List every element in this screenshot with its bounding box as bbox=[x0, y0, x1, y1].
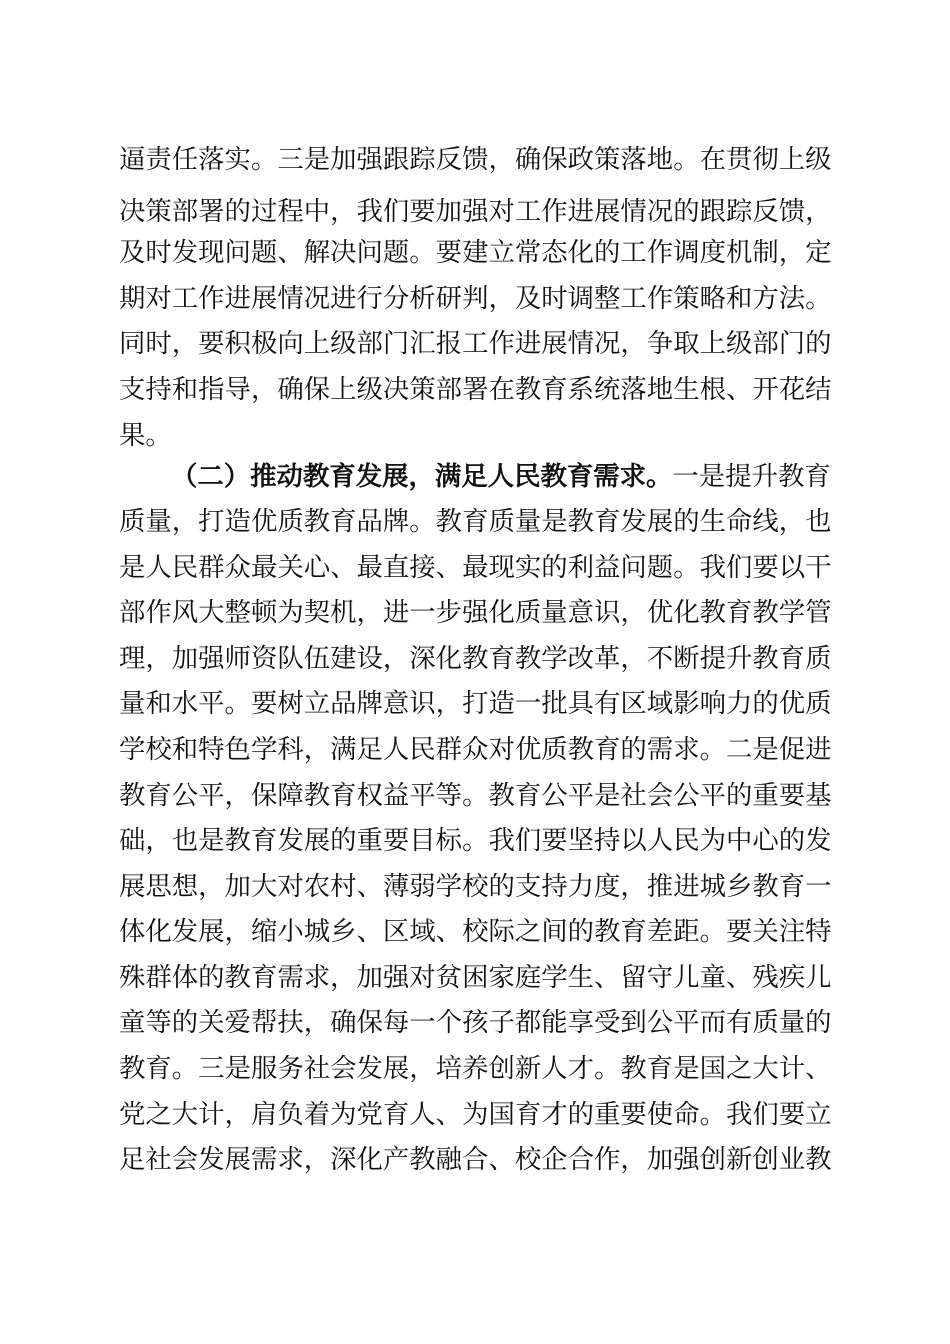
paragraph-2-line-5: 理，加强师资队伍建设，深化教育教学改革，不断提升教育质 bbox=[119, 643, 832, 674]
paragraph-2-line-1 bbox=[171, 455, 831, 499]
paragraph-1-line-6: 支持和指导，确保上级决策部署在教育系统落地生根、开花结 bbox=[119, 374, 832, 405]
paragraph-2-line-2: 质量，打造优质教育品牌。教育质量是教育发展的生命线，也 bbox=[119, 506, 832, 537]
paragraph-1-line-2: 决策部署的过程中，我们要加强对工作进展情况的跟踪反馈， bbox=[119, 196, 832, 227]
paragraph-1-line-1: 逼责任落实。三是加强跟踪反馈，确保政策落地。在贯彻上级 bbox=[119, 144, 832, 175]
paragraph-2-line-3: 是人民群众最关心、最直接、最现实的利益问题。我们要以干 bbox=[119, 552, 832, 583]
paragraph-2-line-12: 殊群体的教育需求，加强对贫困家庭学生、留守儿童、残疾儿 bbox=[119, 962, 832, 993]
paragraph-2-line-14: 教育。三是服务社会发展，培养创新人才。教育是国之大计、 bbox=[119, 1053, 832, 1084]
section-heading: （二）推动教育发展，满足人民教育需求。 bbox=[171, 461, 673, 492]
paragraph-2-line-10: 展思想，加大对农村、薄弱学校的支持力度，推进城乡教育一 bbox=[119, 871, 832, 902]
paragraph-2-line-1-rest: 一是提升教育 bbox=[672, 461, 831, 492]
paragraph-2-line-7: 学校和特色学科，满足人民群众对优质教育的需求。二是促进 bbox=[119, 734, 832, 765]
paragraph-2-line-4: 部作风大整顿为契机，进一步强化质量意识，优化教育教学管 bbox=[119, 597, 832, 628]
paragraph-2-line-6: 量和水平。要树立品牌意识，打造一批具有区域影响力的优质 bbox=[119, 688, 832, 719]
paragraph-1-line-5: 同时，要积极向上级部门汇报工作进展情况，争取上级部门的 bbox=[119, 328, 832, 359]
paragraph-2-line-15: 党之大计，肩负着为党育人、为国育才的重要使命。我们要立 bbox=[119, 1099, 832, 1130]
paragraph-1-line-7: 果。 bbox=[119, 420, 172, 451]
paragraph-2-line-11: 体化发展，缩小城乡、区域、校际之间的教育差距。要关注特 bbox=[119, 916, 832, 947]
paragraph-1-line-3: 及时发现问题、解决问题。要建立常态化的工作调度机制，定 bbox=[119, 237, 832, 268]
paragraph-1-line-4: 期对工作进展情况进行分析研判，及时调整工作策略和方法。 bbox=[119, 283, 832, 314]
paragraph-2-line-8: 教育公平，保障教育权益平等。教育公平是社会公平的重要基 bbox=[119, 780, 832, 811]
paragraph-2-line-16: 足社会发展需求，深化产教融合、校企合作，加强创新创业教 bbox=[119, 1144, 832, 1175]
paragraph-2-line-13: 童等的关爱帮扶，确保每一个孩子都能享受到公平而有质量的 bbox=[119, 1007, 832, 1038]
paragraph-2-line-9: 础，也是教育发展的重要目标。我们要坚持以人民为中心的发 bbox=[119, 825, 832, 856]
